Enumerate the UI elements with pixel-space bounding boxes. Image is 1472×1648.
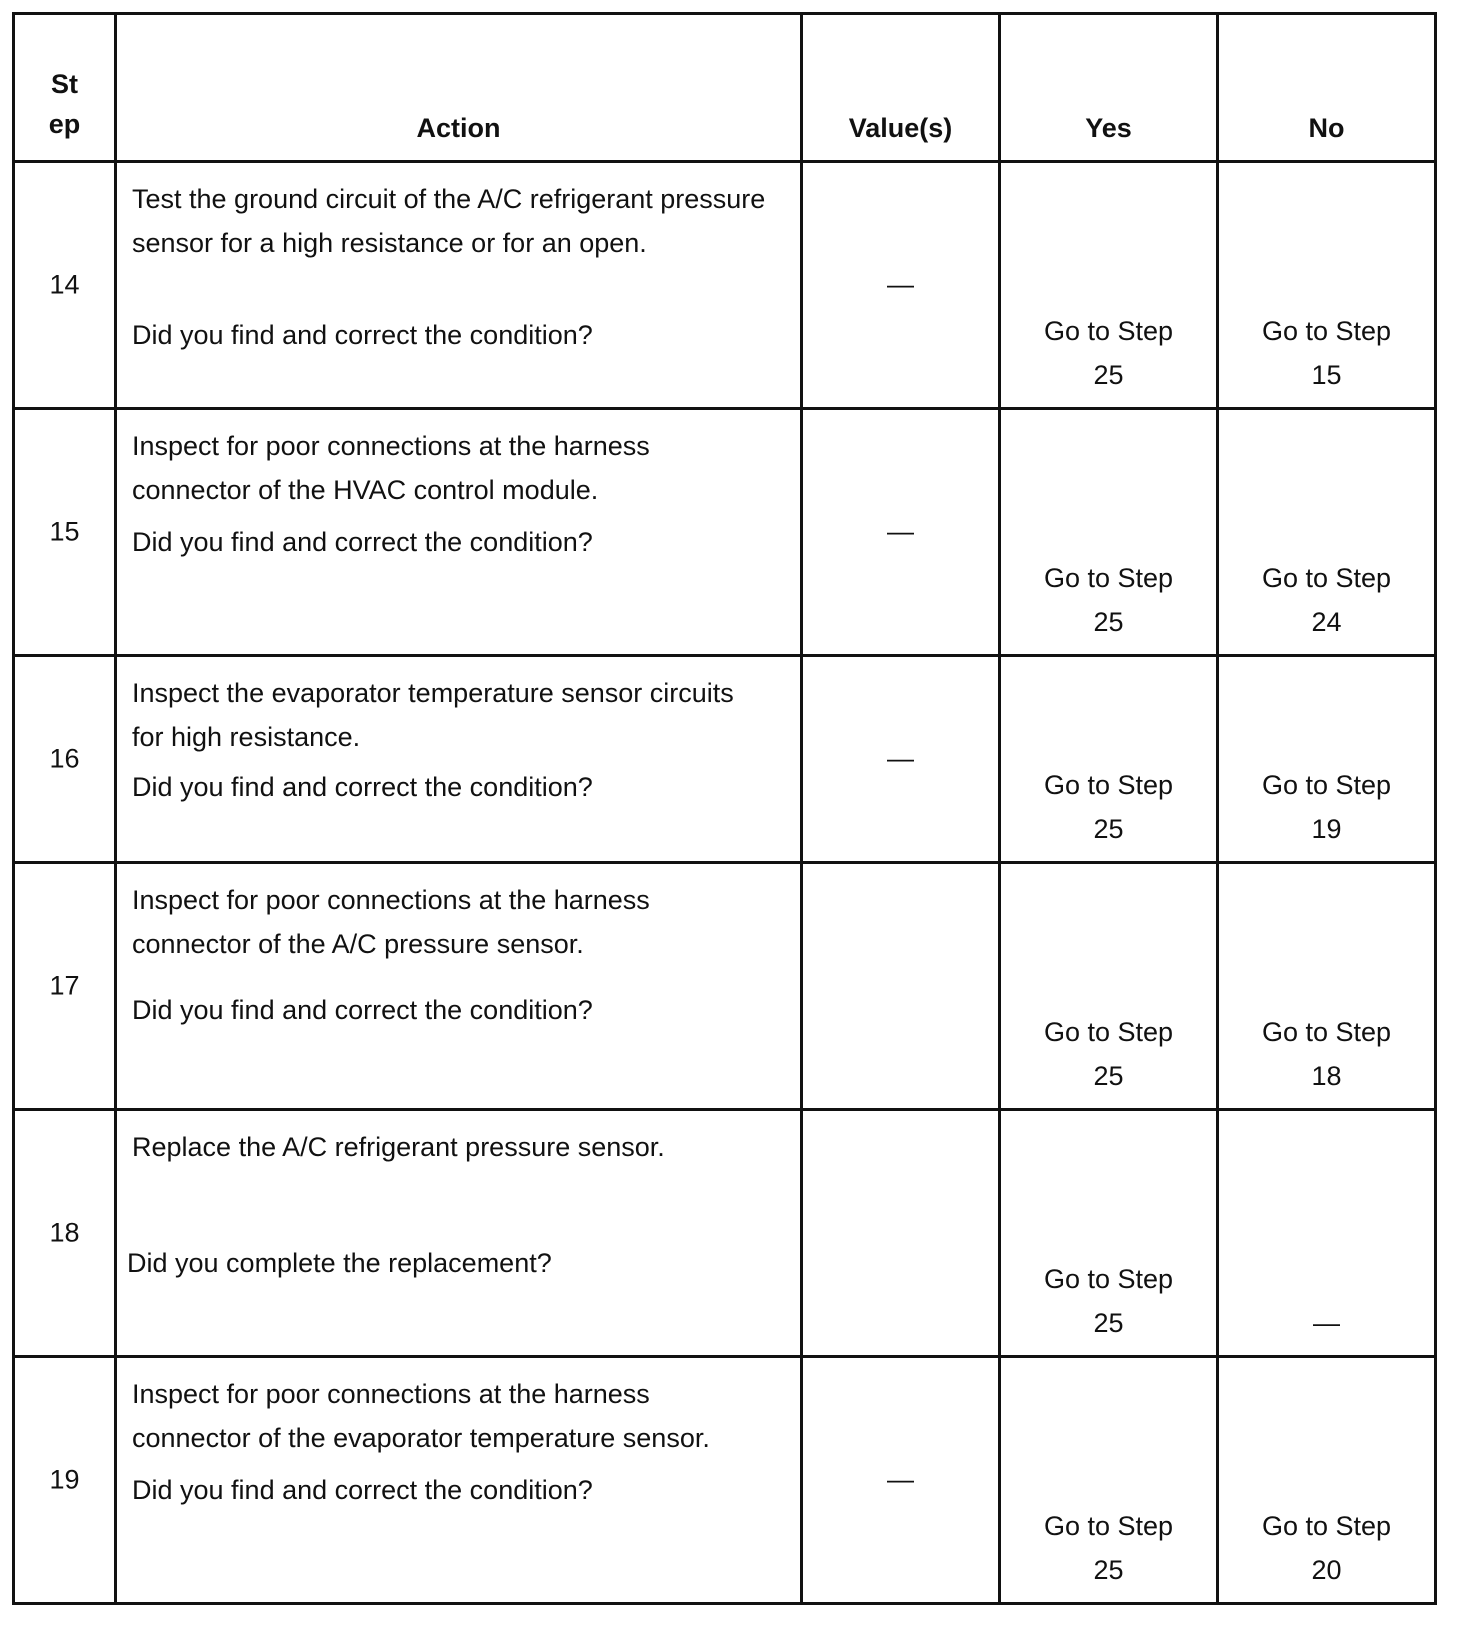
action-text: Inspect for poor connections at the harness connector of the HVAC control module. [132,431,650,505]
action-cell [116,863,802,1110]
header-row [14,14,1436,162]
value-cell: — [802,1357,1000,1604]
action-text: Inspect for poor connections at the harness connector of the evaporator temperature sensor. [132,1379,710,1453]
table-row [14,409,1436,656]
action-cell [116,1357,802,1604]
header-step [14,14,116,162]
step-cell: 18 [14,1110,116,1357]
header-step-line1: St [51,69,78,99]
header-yes: Yes [1000,14,1218,162]
value-cell: — [802,162,1000,409]
yes-cell: Go to Step 25 [1000,162,1218,409]
action-text: Inspect for poor connections at the harness connector of the A/C pressure sensor. [132,885,650,959]
yes-cell: Go to Step 25 [1000,1110,1218,1357]
table-row [14,1357,1436,1604]
step-cell: 16 [14,656,116,863]
header-action: Action [116,14,802,162]
no-cell: Go to Step 19 [1218,656,1436,863]
action-question: Did you find and correct the condition? [132,995,593,1025]
action-text: Test the ground circuit of the A/C refrigerant pressure sensor for a high resistance or for an open. [132,184,766,258]
value-cell: — [802,409,1000,656]
header-step-line2: ep [48,109,81,139]
value-cell [802,1110,1000,1357]
action-question: Did you complete the replacement? [127,1248,552,1278]
step-cell: 19 [14,1357,116,1604]
no-cell: — [1218,1110,1436,1357]
value-cell: — [802,656,1000,863]
action-cell [116,656,802,863]
action-text: Replace the A/C refrigerant pressure sensor. [132,1132,665,1162]
table-row [14,656,1436,863]
action-cell [116,409,802,656]
table-row [14,863,1436,1110]
action-question: Did you find and correct the condition? [132,527,593,557]
no-cell: Go to Step 15 [1218,162,1436,409]
action-text: Inspect the evaporator temperature sensor circuits for high resistance. [132,678,734,752]
diagnostic-table [12,12,1437,1605]
header-no: No [1218,14,1436,162]
action-question: Did you find and correct the condition? [132,772,593,802]
yes-cell: Go to Step 25 [1000,656,1218,863]
yes-cell: Go to Step 25 [1000,1357,1218,1604]
no-cell: Go to Step 20 [1218,1357,1436,1604]
yes-cell: Go to Step 25 [1000,863,1218,1110]
step-cell: 17 [14,863,116,1110]
yes-cell: Go to Step 25 [1000,409,1218,656]
action-question: Did you find and correct the condition? [132,1475,593,1505]
action-question: Did you find and correct the condition? [132,320,593,350]
step-cell: 14 [14,162,116,409]
header-values: Value(s) [802,14,1000,162]
table-row [14,1110,1436,1357]
value-cell [802,863,1000,1110]
no-cell: Go to Step 24 [1218,409,1436,656]
step-cell: 15 [14,409,116,656]
action-cell [116,162,802,409]
action-cell [116,1110,802,1357]
no-cell: Go to Step 18 [1218,863,1436,1110]
table-row [14,162,1436,409]
